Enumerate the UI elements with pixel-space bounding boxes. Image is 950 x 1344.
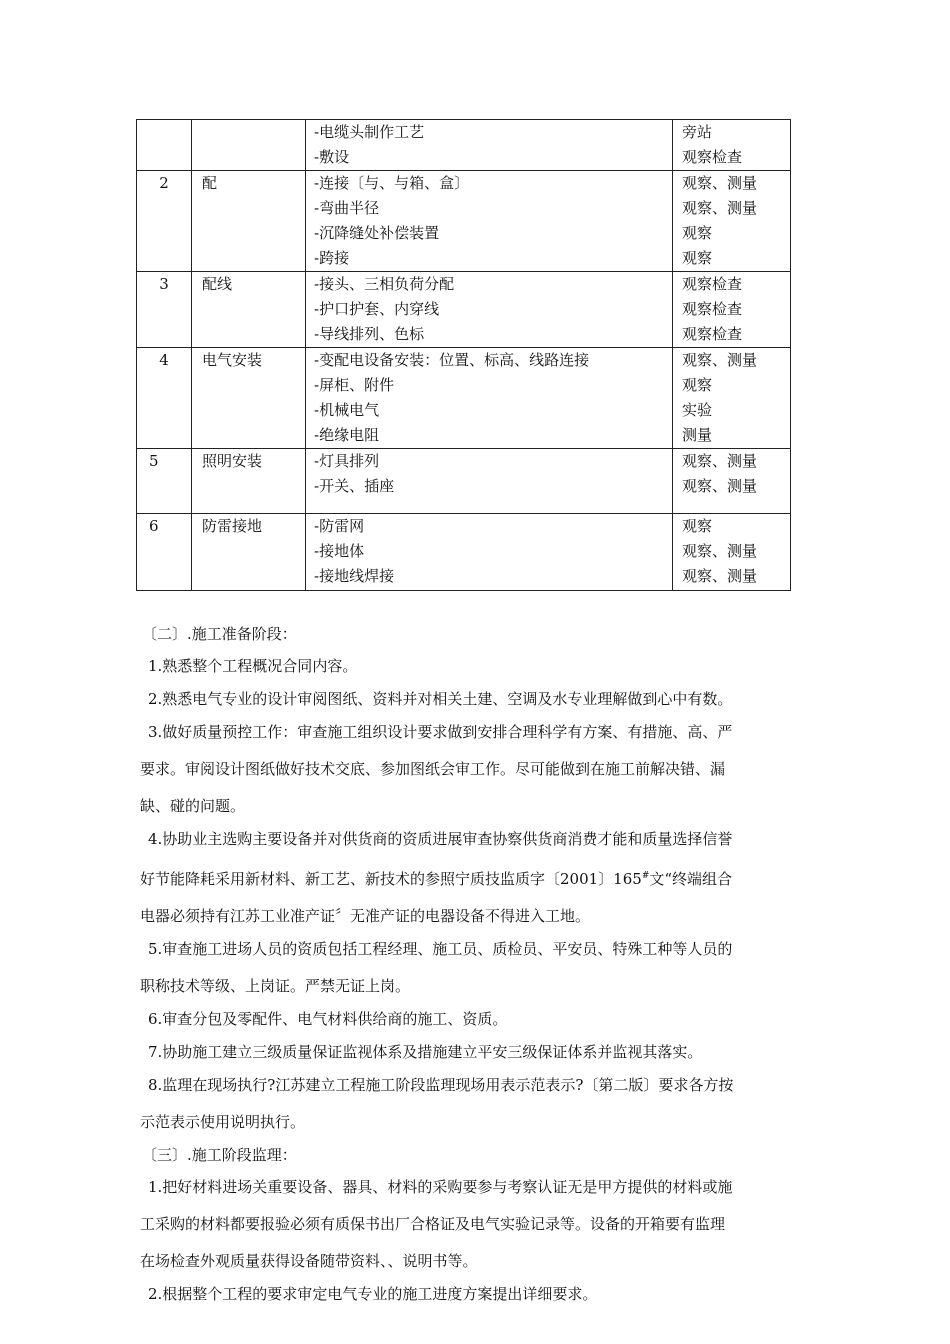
inspection-method: 观察 xyxy=(682,517,713,535)
table-row xyxy=(137,449,791,514)
row-items-cell xyxy=(306,348,673,449)
table-row xyxy=(137,272,791,348)
paragraph: 2.根据整个工程的要求审定电气专业的施工进度方案提出详细要求。 xyxy=(148,1285,598,1303)
inspection-item: -机械电气 xyxy=(314,401,380,419)
inspection-method: 观察 xyxy=(682,224,713,242)
inspection-item: -接头、三相负荷分配 xyxy=(314,275,455,293)
inspection-method: 观察、测量 xyxy=(682,452,758,470)
row-number-cell xyxy=(137,449,192,514)
paragraph xyxy=(140,931,810,1005)
inspection-method: 观察检查 xyxy=(682,325,743,343)
section-heading: 〔二〕.施工准备阶段： xyxy=(142,625,297,643)
row-methods-cell xyxy=(673,272,791,348)
inspection-method: 观察、测量 xyxy=(682,199,758,217)
inspection-method: 观察检查 xyxy=(682,148,743,166)
row-name-cell xyxy=(192,514,306,591)
paragraph: 1.熟悉整个工程概况合同内容。 xyxy=(148,657,358,675)
paragraph-line: 示范表示使用说明执行。 xyxy=(140,1113,306,1131)
row-number-cell xyxy=(137,171,192,272)
paragraph-line: 工采购的材料都要报验必须有质保书出厂合格证及电气实验记录等。设备的开箱要有监理 xyxy=(140,1215,726,1233)
row-number-cell xyxy=(137,514,192,591)
paragraph-line: 5.审查施工进场人员的资质包括工程经理、施工员、质检员、平安员、特殊工种等人员的 xyxy=(148,940,733,958)
inspection-method: 观察、测量 xyxy=(682,542,758,560)
paragraph-text: 好节能降耗采用新材料、新工艺、新技术的参照宁质技监质字〔2001〕165 xyxy=(140,870,642,888)
paragraph: 6.审查分包及零配件、电气材料供给商的施工、资质。 xyxy=(148,1010,508,1028)
row-items-cell xyxy=(306,120,673,171)
row-number: 2 xyxy=(159,174,169,192)
inspection-item: -接地体 xyxy=(314,542,365,560)
paragraph-text: 文“终端组合 xyxy=(649,870,733,888)
row-number: 5 xyxy=(149,452,159,470)
section-heading: 〔三〕.施工阶段监理： xyxy=(142,1146,297,1164)
inspection-method: 测量 xyxy=(682,426,713,444)
paragraph-line: 电器必须持有江苏工业准产证〞无准产证的电器设备不得进入工地。 xyxy=(140,907,591,925)
paragraph: 2.熟悉电气专业的设计审阅图纸、资料并对相关土建、空调及水专业理解做到心中有数。 xyxy=(148,690,733,708)
row-name: 配线 xyxy=(202,275,233,293)
row-methods-cell xyxy=(673,348,791,449)
table-row xyxy=(137,514,791,591)
table-row xyxy=(137,120,791,171)
inspection-method: 观察、测量 xyxy=(682,477,758,495)
inspection-item: -防雷网 xyxy=(314,517,365,535)
paragraph-line: 8.监理在现场执行?江苏建立工程施工阶段监理现场用表示范表示?〔第二版〕要求各方按 xyxy=(148,1076,734,1094)
paragraph-line xyxy=(140,858,810,898)
paragraph-line: 在场检查外观质量获得设备随带资料、、说明书等。 xyxy=(140,1252,478,1270)
row-methods-cell xyxy=(673,449,791,514)
row-name-cell xyxy=(192,272,306,348)
row-name: 照明安装 xyxy=(202,452,263,470)
inspection-method: 实验 xyxy=(682,401,713,419)
table-row xyxy=(137,348,791,449)
row-number-cell xyxy=(137,272,192,348)
row-number: 4 xyxy=(159,351,169,369)
row-number-cell xyxy=(137,348,192,449)
row-number xyxy=(137,120,191,145)
row-methods-cell xyxy=(673,171,791,272)
inspection-table xyxy=(136,119,791,591)
paragraph xyxy=(140,714,810,825)
row-items-cell xyxy=(306,171,673,272)
paragraph xyxy=(140,1067,810,1141)
row-items-cell xyxy=(306,272,673,348)
superscript: # xyxy=(641,871,650,881)
inspection-method: 观察 xyxy=(682,249,713,267)
inspection-item: -接地线焊接 xyxy=(314,567,395,585)
inspection-method: 观察、测量 xyxy=(682,351,758,369)
inspection-item: -护口护套、内穿线 xyxy=(314,300,440,318)
row-methods-cell xyxy=(673,120,791,171)
inspection-method: 观察、测量 xyxy=(682,567,758,585)
paragraph-line: 要求。审阅设计图纸做好技术交底、参加图纸会审工作。尽可能做到在施工前解决错、漏 xyxy=(140,760,726,778)
inspection-item: -连接〔与、与箱、盒〕 xyxy=(314,174,470,192)
body-text xyxy=(140,622,810,1315)
inspection-item: -灯具排列 xyxy=(314,452,380,470)
inspection-item: -绝缘电阻 xyxy=(314,426,380,444)
row-items-cell xyxy=(306,514,673,591)
inspection-item: -沉降缝处补偿装置 xyxy=(314,224,440,242)
paragraph-line: 4.协助业主选购主要设备并对供货商的资质进展审查协察供货商消费才能和质量选择信誉 xyxy=(148,830,733,848)
inspection-item: -弯曲半径 xyxy=(314,199,380,217)
row-number: 3 xyxy=(159,275,169,293)
row-number: 6 xyxy=(149,517,159,535)
row-name-cell xyxy=(192,449,306,514)
row-items-cell xyxy=(306,449,673,514)
row-name-cell xyxy=(192,120,306,171)
inspection-method: 旁站 xyxy=(682,123,713,141)
row-number-cell xyxy=(137,120,192,171)
paragraph-line: 3.做好质量预控工作：审查施工组织设计要求做到安排合理科学有方案、有措施、高、严 xyxy=(148,723,733,741)
inspection-item: -变配电设备安装：位置、标高、线路连接 xyxy=(314,351,590,369)
paragraph xyxy=(140,821,810,935)
row-name xyxy=(192,120,305,145)
inspection-method: 观察检查 xyxy=(682,300,743,318)
inspection-item: -敷设 xyxy=(314,148,350,166)
inspection-item: -屏柜、附件 xyxy=(314,376,395,394)
inspection-item: -跨接 xyxy=(314,249,350,267)
row-name: 电气安装 xyxy=(202,351,263,369)
inspection-method: 观察检查 xyxy=(682,275,743,293)
row-name-cell xyxy=(192,348,306,449)
paragraph-line: 缺、碰的问题。 xyxy=(140,797,246,815)
paragraph-line: 职称技术等级、上岗证。严禁无证上岗。 xyxy=(140,977,411,995)
paragraph: 7.协助施工建立三级质量保证监视体系及措施建立平安三级保证体系并监视其落实。 xyxy=(148,1043,703,1061)
paragraph-line: 1.把好材料进场关重要设备、器具、材料的采购要参与考察认证无是甲方提供的材料或施 xyxy=(148,1178,733,1196)
inspection-item: -电缆头制作工艺 xyxy=(314,123,425,141)
row-name-cell xyxy=(192,171,306,272)
inspection-item: -导线排列、色标 xyxy=(314,325,425,343)
row-methods-cell xyxy=(673,514,791,591)
paragraph xyxy=(140,1169,810,1280)
inspection-method: 观察 xyxy=(682,376,713,394)
row-name: 防雷接地 xyxy=(202,517,263,535)
row-name: 配 xyxy=(202,174,218,192)
inspection-item: -开关、插座 xyxy=(314,477,395,495)
table-row xyxy=(137,171,791,272)
inspection-method: 观察、测量 xyxy=(682,174,758,192)
